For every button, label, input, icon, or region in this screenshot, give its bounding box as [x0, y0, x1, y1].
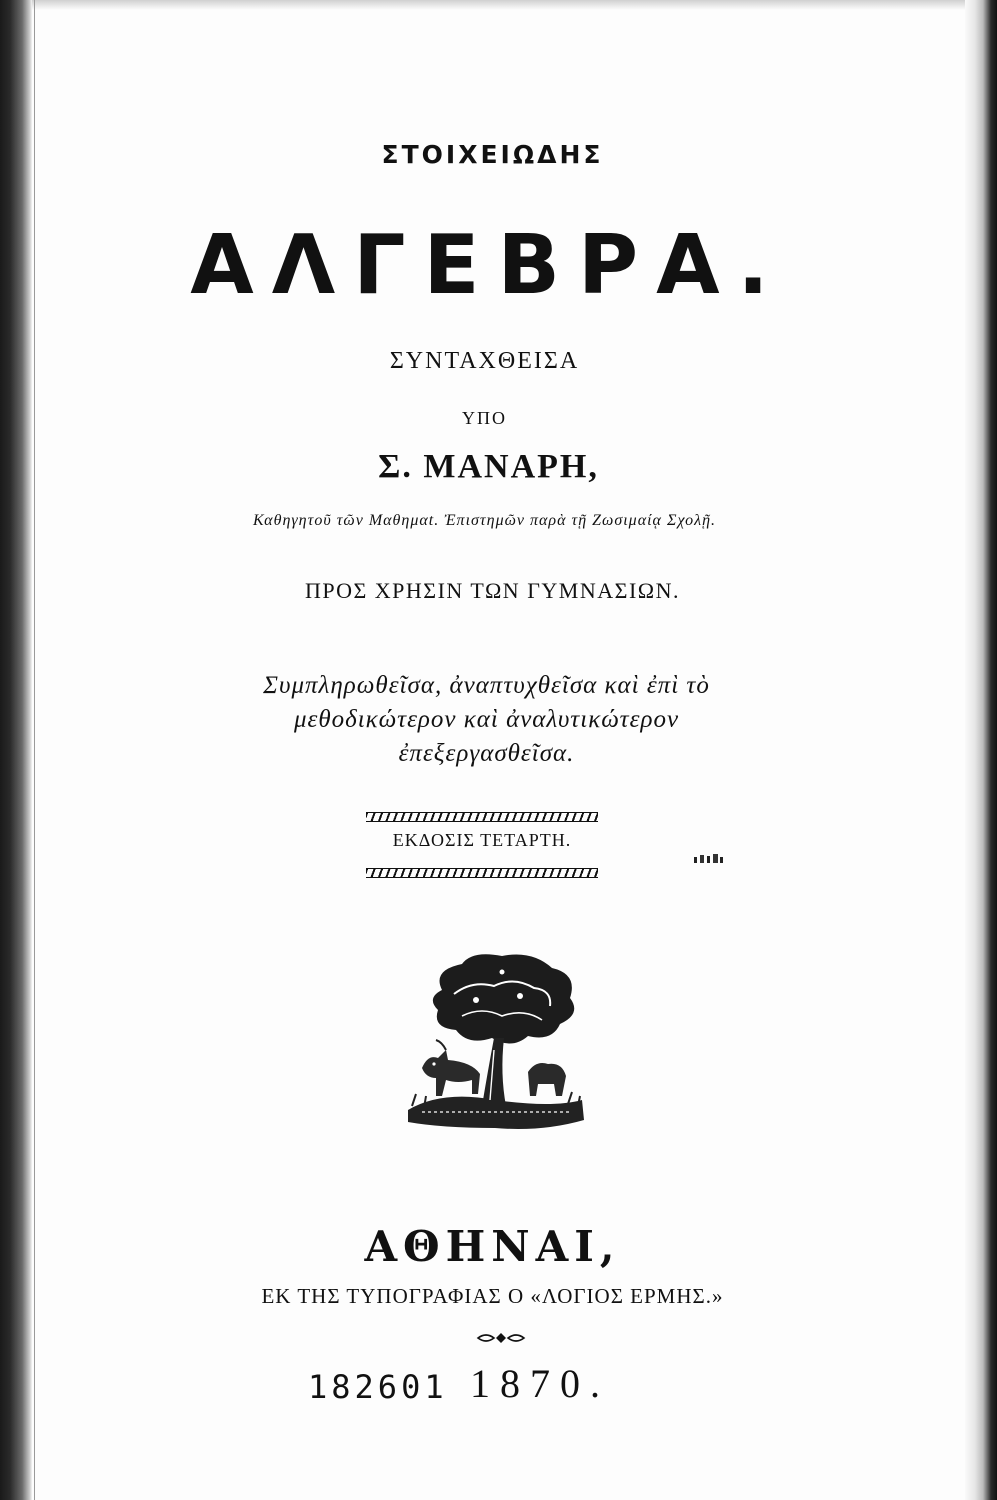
author-position: Καθηγητοῦ τῶν Μαθημαt. Ἐπιστημῶν παρὰ τῇ Ζωσιμαίᾳ Σχολῇ. [252, 512, 717, 529]
place-of-publication: ΑΘΗΝΑΙ, [364, 1222, 621, 1271]
decorative-rule [366, 812, 598, 822]
description-line: ἐπεξεργασθεῖσα. [398, 740, 575, 767]
ornament-icon [476, 1330, 526, 1346]
main-title: ΑΛΓΕΒΡΑ. [190, 218, 787, 313]
printer-line: ΕΚ ΤΗΣ ΤΥΠΟΓΡΑΦΙΑΣ Ο «ΛΟΓΙΟΣ ΕΡΜΗΣ.» [261, 1284, 724, 1308]
author-name: Σ. ΜΑΝΑΡΗ, [378, 448, 599, 485]
intended-use: ΠΡΟΣ ΧΡΗΣΙΝ ΤΩΝ ΓΥΜΝΑΣΙΩΝ. [304, 578, 681, 603]
composed-line: ΣΥΝΤΑΧΘΕΙΣΑ [389, 348, 580, 374]
description-line: Συμπληρωθεῖσα, ἀναπτυχθεῖσα καὶ ἐπὶ τὸ [263, 672, 710, 699]
edition-box [366, 812, 598, 882]
subtitle-top: ΣΤΟΙΧΕΙΩΔΗΣ [381, 140, 604, 169]
by-line: ΥΠΟ [462, 408, 507, 428]
tree-goat-vignette-icon [402, 950, 588, 1132]
page-top-shadow [0, 0, 997, 10]
decorative-rule [366, 868, 598, 878]
edition-label: ΕΚΔΟΣΙΣ ΤΕΤΑΡΤΗ. [392, 830, 572, 850]
ink-smudge-icon [692, 852, 726, 866]
publication-year: 1870. [470, 1361, 610, 1406]
description-line: μεθοδικώτερον καὶ ἀναλυτικώτερον [293, 706, 680, 733]
library-shelfmark: 182601 [308, 1368, 448, 1406]
